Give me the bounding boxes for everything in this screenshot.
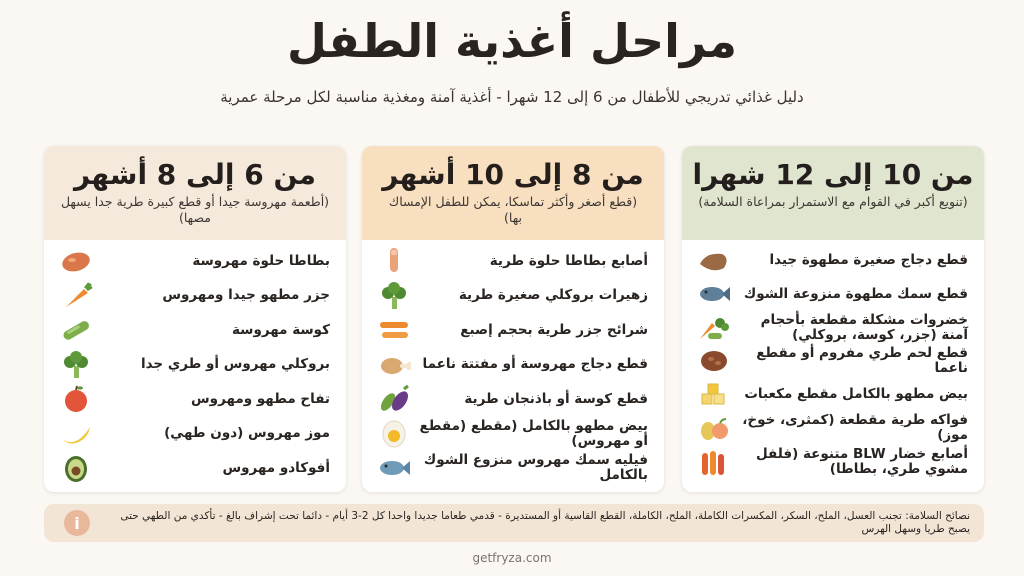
list-item: [694, 278, 972, 312]
food-label: قطع لحم طري مفروم أو مقطع ناعما: [756, 345, 968, 377]
food-label: كوسة مهروسة: [231, 321, 330, 338]
food-list: [44, 240, 346, 486]
stage-title: من 8 إلى 10 أشهر: [382, 158, 644, 191]
vegetable-sticks-icon: [694, 446, 734, 478]
list-item: [374, 348, 652, 383]
info-icon: i: [64, 510, 90, 536]
list-item: [694, 244, 972, 278]
apple-icon: [56, 383, 96, 415]
list-item: [374, 244, 652, 279]
fish-icon: [374, 452, 414, 484]
safety-tips-banner: [44, 504, 984, 542]
food-label: قطع دجاج صغيرة مطهوة جيدا: [769, 252, 968, 269]
food-label: قطع دجاج مهروسة أو مفتتة ناعما: [422, 356, 648, 373]
food-label: قطع كوسة أو باذنجان طرية: [464, 390, 648, 407]
food-label: جزر مطهو جيدا ومهروس: [162, 287, 330, 304]
meat-icon: [694, 345, 734, 377]
stage-card-10-12: [682, 146, 984, 492]
egg-cubes-icon: [694, 379, 734, 411]
avocado-icon: [56, 452, 96, 484]
food-label: تفاح مطهو ومهروس: [191, 390, 330, 407]
safety-tips-text: نصائح السلامة: تجنب العسل، الملح، السكر، المكسرات الكاملة، الملح، الكاملة، القطع القاسية أو المستديرة - قدمي طعاما جديدا واحدا كل 2-3 أيام - دائما تحت إشراف بالغ - تأكدي من الطهي حتى يصبح طريا وسهل الهرس: [120, 510, 970, 535]
list-item: [56, 348, 334, 383]
list-item: [56, 279, 334, 314]
food-label: موز مهروس (دون طهي): [164, 425, 330, 442]
stage-description: (أطعمة مهروسة جيدا أو قطع كبيرة طرية جدا يسهل مصها): [60, 194, 330, 225]
food-label: بروكلي مهروس أو طري جدا: [140, 356, 330, 373]
food-label: شرائح جزر طرية بحجم إصبع: [460, 321, 648, 338]
stage-description: (تنويع أكبر في القوام مع الاستمرار بمراعاة السلامة): [698, 194, 968, 209]
list-item: [694, 445, 972, 479]
list-item: [694, 378, 972, 412]
mixed-vegetables-icon: [694, 312, 734, 344]
page-title: مراحل أغذية الطفل: [286, 14, 738, 68]
list-item: [56, 313, 334, 348]
sweet-potato-fingers-icon: [374, 245, 414, 277]
page-subtitle: دليل غذائي تدريجي للأطفال من 6 إلى 12 شهرا - أغذية آمنة ومغذية مناسبة لكل مرحلة عمرية: [220, 88, 804, 106]
list-item: [694, 311, 972, 345]
list-item: [374, 417, 652, 452]
food-list: [682, 240, 984, 479]
food-label: قطع سمك مطهوة منزوعة الشوك: [743, 285, 968, 302]
list-item: [374, 313, 652, 348]
zucchini-icon: [56, 314, 96, 346]
stage-header: [44, 146, 346, 240]
food-label: فواكه طرية مقطعة (كمثرى، خوخ، موز): [742, 412, 968, 444]
list-item: [56, 244, 334, 279]
fish-icon: [694, 278, 734, 310]
food-label: أفوكادو مهروس: [222, 459, 330, 476]
food-label: أصابع خضار BLW متنوعة (فلفل مشوي طري، بطاطا): [755, 445, 968, 477]
list-item: [374, 451, 652, 486]
food-label: زهيرات بروكلي صغيرة طرية: [458, 287, 648, 304]
egg-icon: [374, 418, 414, 450]
food-label: بطاطا حلوة مهروسة: [192, 252, 330, 269]
stage-card-6-8: [44, 146, 346, 492]
banana-icon: [56, 418, 96, 450]
stage-title: من 6 إلى 8 أشهر: [74, 158, 316, 191]
list-item: [694, 412, 972, 446]
food-label: بيض مطهو بالكامل مقطع مكعبات: [744, 386, 968, 403]
list-item: [56, 382, 334, 417]
stage-description: (قطع أصغر وأكثر تماسكا، يمكن للطفل الإمساك بها): [388, 194, 638, 225]
broccoli-icon: [374, 280, 414, 312]
stage-header: [682, 146, 984, 240]
eggplant-icon: [374, 383, 414, 415]
food-label: خضروات مشكلة مقطعة بأحجام آمنة (جزر، كوسة، بروكلي): [760, 311, 968, 343]
carrot-sticks-icon: [374, 314, 414, 346]
sweet-potato-icon: [56, 245, 96, 277]
list-item: [56, 451, 334, 486]
list-item: [374, 279, 652, 314]
list-item: [56, 417, 334, 452]
stage-title: من 10 إلى 12 شهرا: [692, 158, 974, 191]
chicken-icon: [374, 349, 414, 381]
list-item: [694, 345, 972, 379]
broccoli-icon: [56, 349, 96, 381]
food-label: فيليه سمك مهروس منزوع الشوك بالكامل: [423, 452, 648, 484]
food-label: بيض مطهو بالكامل (مقطع (مقطع أو مهروس): [419, 417, 648, 449]
chicken-piece-icon: [694, 245, 734, 277]
fruits-icon: [694, 412, 734, 444]
stage-card-8-10: [362, 146, 664, 492]
food-list: [362, 240, 664, 486]
list-item: [374, 382, 652, 417]
food-label: أصابع بطاطا حلوة طرية: [489, 252, 648, 269]
carrot-icon: [56, 280, 96, 312]
stage-header: [362, 146, 664, 240]
footer-site-link[interactable]: getfryza.com: [472, 551, 552, 565]
